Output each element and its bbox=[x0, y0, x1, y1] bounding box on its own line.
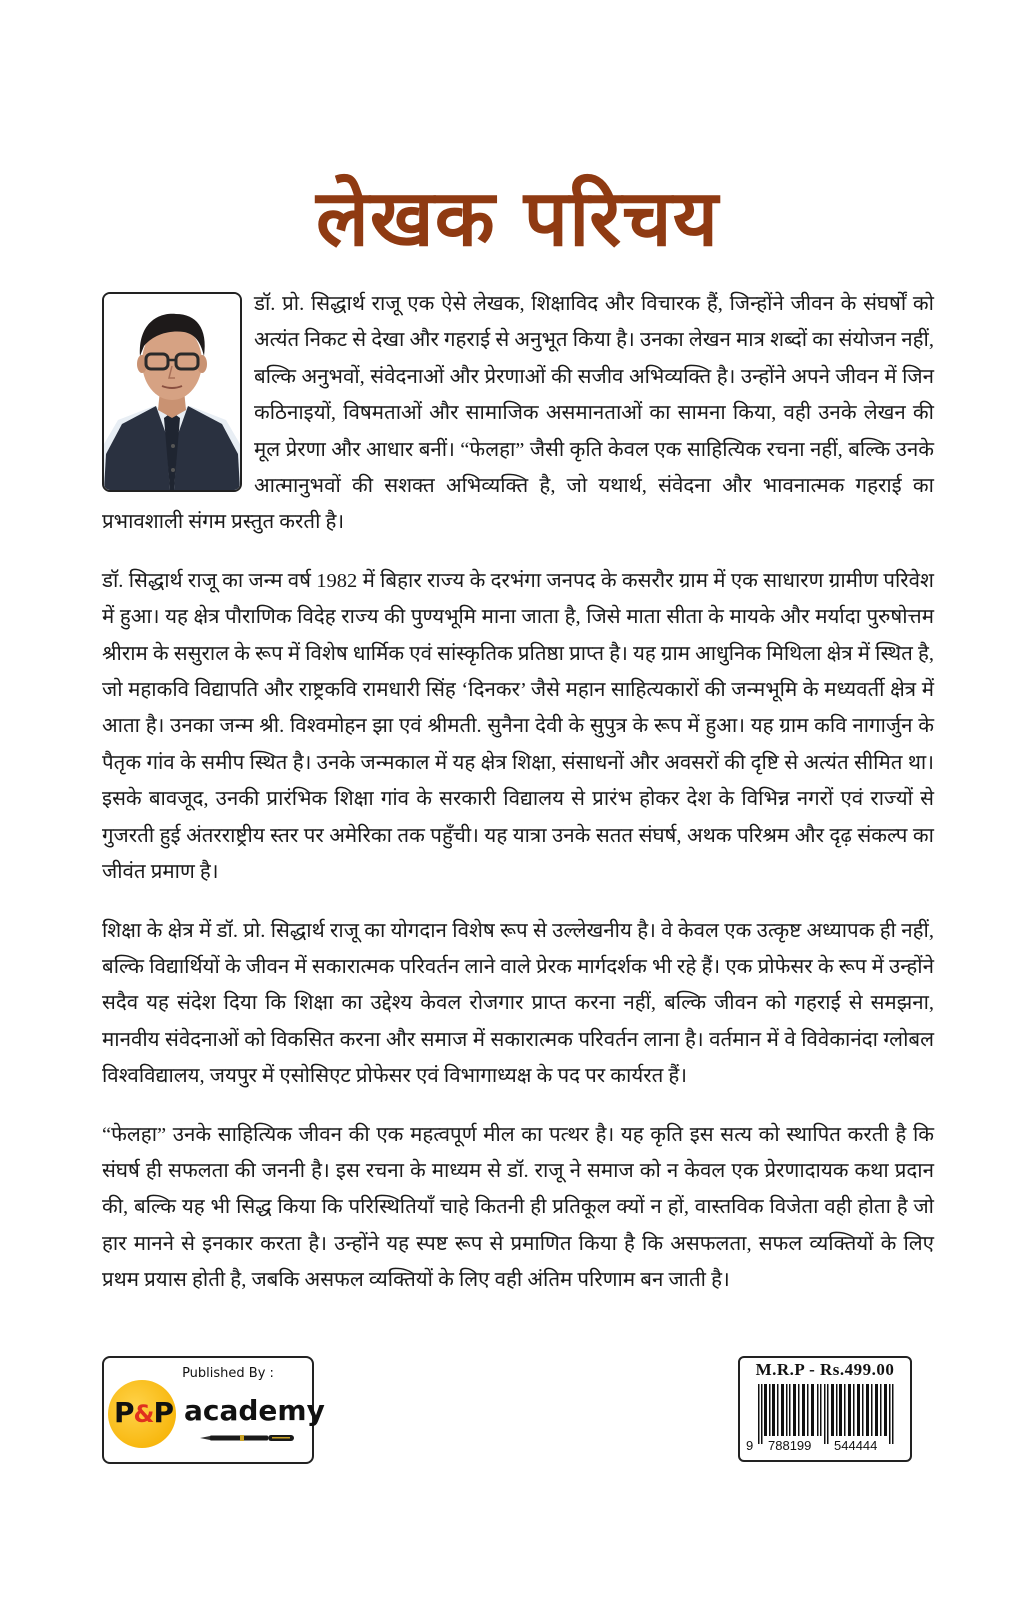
pen-icon bbox=[200, 1434, 296, 1442]
publisher-box bbox=[102, 1356, 325, 1464]
bio-paragraph-felha: “फेलहा” उनके साहित्यिक जीवन की एक महत्वपूर्ण मील का पत्थर है। यह कृति इस सत्य को स्थापित करती है कि संघर्ष ही सफलता की जननी है। इस रचना के माध्यम से डॉ. राजू ने समाज को न केवल एक प्रेरणादायक कथा प्रदान की, बल्कि यह भी सिद्ध किया कि परिस्थितियाँ चाहे कितनी ही प्रतिकूल क्यों न हों, वास्तविक विजेता वही होता है जो हार मानने से इनकार करता है। उन्होंने यह स्पष्ट रूप से प्रमाणित किया है कि असफलता, सफल व्यक्तियों के लिए प्रथम प्रयास होती है, जबकि असफल व्यक्तियों के लिए वही अंतिम परिणाम बन जाती है। bbox=[102, 1123, 934, 1292]
barcode-digit-first: 9 bbox=[746, 1438, 754, 1453]
page-title: लेखक परिचय bbox=[316, 174, 719, 265]
bio-paragraph-education: शिक्षा के क्षेत्र में डॉ. प्रो. सिद्धार्थ राजू का योगदान विशेष रूप से उल्लेखनीय है। वे केवल एक उत्कृष्ट अध्यापक ही नहीं, बल्कि विद्यार्थियों के जीवन में सकारात्मक परिवर्तन लाने वाले प्रेरक मार्गदर्शक भी रहे हैं। एक प्रोफेसर के रूप में उन्होंने सदैव यह संदेश दिया कि शिक्षा का उद्देश्य केवल रोजगार प्राप्त करना नहीं, बल्कि जीवन को गहराई से समझना, मानवीय संवेदनाओं को विकसित करना और समाज में सकारात्मक परिवर्तन लाना है। वर्तमान में वे विवेकानंदा ग्लोबल विश्वविद्यालय, जयपुर में एसोसिएट प्रोफेसर एवं विभागाध्यक्ष के पद पर कार्यरत हैं। bbox=[102, 919, 934, 1088]
published-by-label: Published By : bbox=[182, 1366, 274, 1381]
portrait-photo-icon bbox=[104, 294, 240, 490]
logo-p1: P bbox=[114, 1396, 134, 1429]
price-barcode-box bbox=[738, 1356, 912, 1462]
bio-paragraph-intro: डॉ. प्रो. सिद्धार्थ राजू एक ऐसे लेखक, शिक्षाविद और विचारक हैं, जिन्होंने जीवन के संघर्षों को अत्यंत निकट से देखा और गहराई से अनुभूत किया है। उनका लेखन मात्र शब्दों का संयोजन नहीं, बल्कि अनुभवों, संवेदनाओं और प्रेरणाओं की सजीव अभिव्यक्ति है। उन्होंने अपने जीवन में जिन कठिनाइयों, विषमताओं और सामाजिक असमानताओं का सामना किया, वही उनके लेखन की मूल प्रेरणा और आधार बनीं। “फेलहा” जैसी कृति केवल एक साहित्यिक रचना नहीं, बल्कि उनके आत्मानुभवों की सशक्त अभिव्यक्ति है, जो यथार्थ, संवेदना और भावनात्मक गहराई का प्रभावशाली संगम प्रस्तुत करती है। bbox=[102, 293, 934, 534]
barcode-digits-group1: 788199 bbox=[768, 1438, 812, 1453]
publisher-logo-name: academy bbox=[184, 1394, 325, 1427]
logo-p2: P bbox=[153, 1396, 173, 1429]
author-bio-body bbox=[102, 286, 934, 1321]
author-portrait bbox=[102, 292, 242, 492]
barcode-digits-group2: 544444 bbox=[834, 1438, 878, 1453]
bio-paragraph-birth: डॉ. सिद्धार्थ राजू का जन्म वर्ष 1982 में बिहार राज्य के दरभंगा जनपद के कसरौर ग्राम में एक साधारण ग्रामीण परिवेश में हुआ। यह क्षेत्र पौराणिक विदेह राज्य की पुण्यभूमि माना जाता है, जिसे माता सीता के मायके और मर्यादा पुरुषोत्तम श्रीराम के ससुराल के रूप में विशेष धार्मिक एवं सांस्कृतिक प्रतिष्ठा प्राप्त है। यह ग्राम आधुनिक मिथिला क्षेत्र में स्थित है, जो महाकवि विद्यापति और राष्ट्रकवि रामधारी सिंह ‘दिनकर’ जैसे महान साहित्यकारों की जन्मभूमि के मध्यवर्ती क्षेत्र में आता है। उनका जन्म श्री. विश्वमोहन झा एवं श्रीमती. सुनैना देवी के सुपुत्र के रूप में हुआ। यह ग्राम कवि नागार्जुन के पैतृक गांव के समीप स्थित है। उनके जन्मकाल में यह क्षेत्र शिक्षा, संसाधनों और अवसरों की दृष्टि से अत्यंत सीमित था। इसके बावजूद, उनकी प्रारंभिक शिक्षा गांव के सरकारी विद्यालय से प्रारंभ होकर देश के विभिन्न नगरों एवं राज्यों से गुजरती हुई अंतरराष्ट्रीय स्तर पर अमेरिका तक पहुँची। यह यात्रा उनके सतत संघर्ष, अथक परिश्रम और दृढ़ संकल्प का जीवंत प्रमाण है। bbox=[102, 569, 934, 884]
publisher-logo-initials bbox=[114, 1396, 173, 1429]
mrp-price: M.R.P - Rs.499.00 bbox=[755, 1360, 895, 1379]
logo-ampersand: & bbox=[133, 1400, 154, 1428]
barcode-icon bbox=[754, 1384, 900, 1444]
